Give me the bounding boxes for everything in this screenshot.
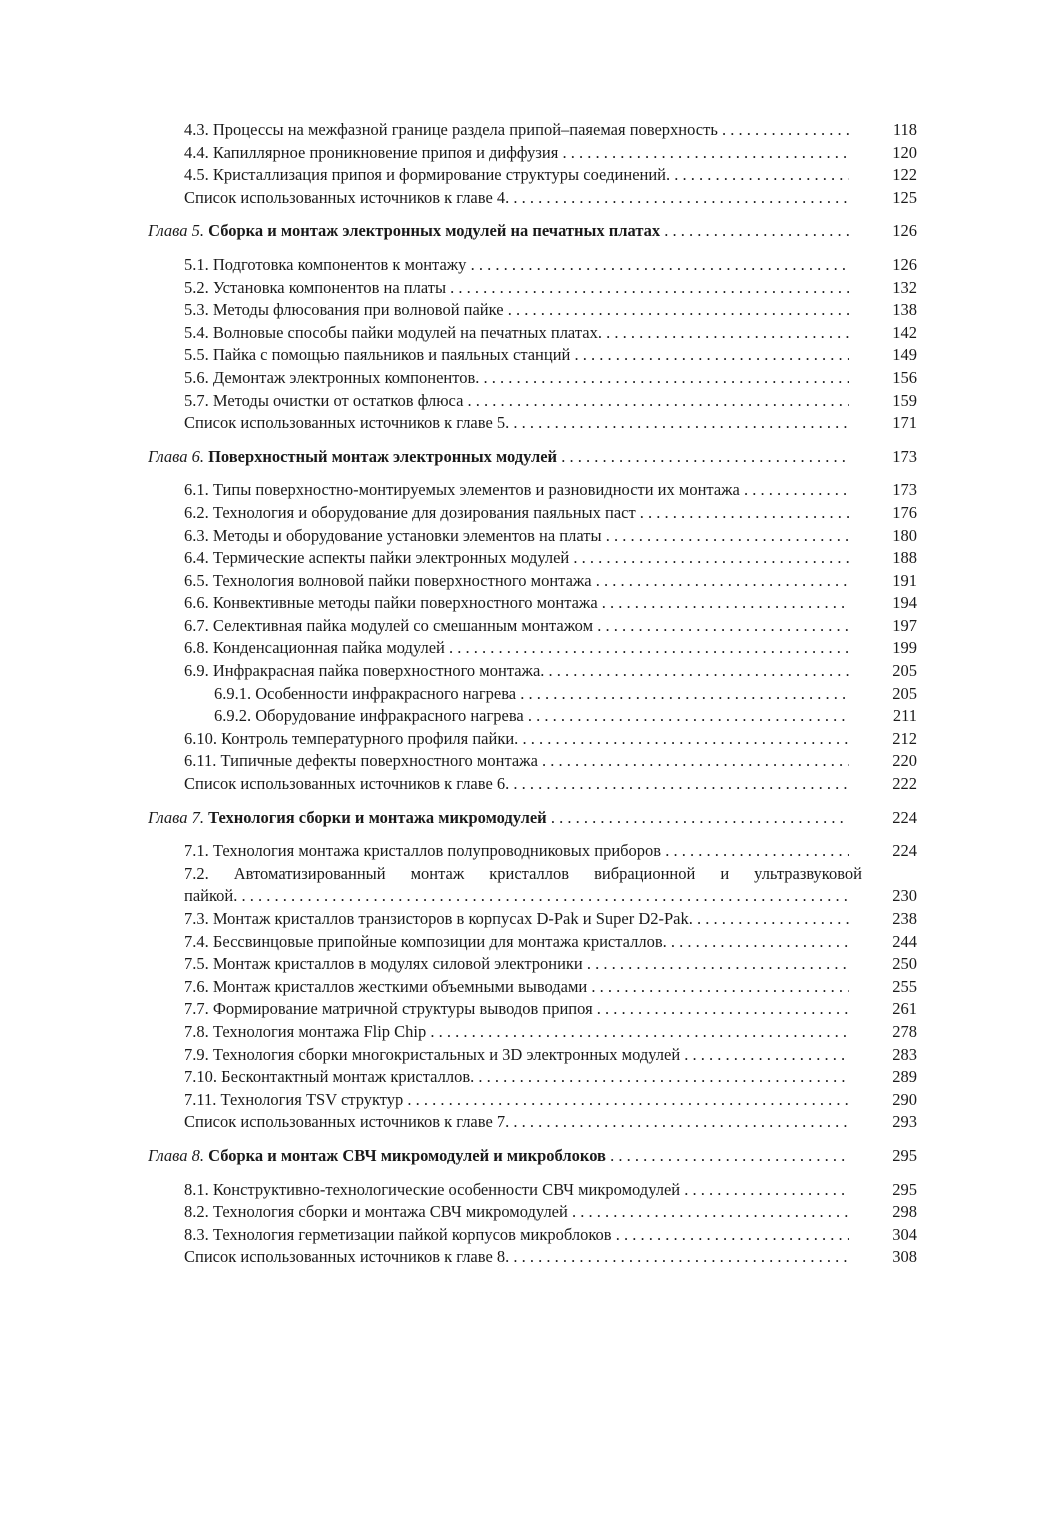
- page-number: 224: [892, 841, 917, 861]
- page-number: 238: [892, 909, 917, 928]
- toc-entry-label: Список использованных источников к главе 5. . . .: [184, 412, 849, 435]
- page-number: 308: [892, 1247, 917, 1267]
- toc-entry-label: пайкой. . . .: [184, 885, 849, 908]
- chapter-heading: [0, 220, 1058, 243]
- toc-entry-label: 6.3. Методы и оборудование установки элементов на платы . . .: [184, 525, 849, 548]
- page-number: 171: [892, 413, 917, 433]
- toc-entry: [0, 254, 1058, 277]
- toc-entry: [0, 615, 1058, 638]
- toc-entry-label: 8.2. Технология сборки и монтажа СВЧ микромодулей . . .: [184, 1201, 849, 1224]
- toc-entry-label: Список использованных источников к главе 6. . . .: [184, 773, 849, 796]
- page-number: 293: [892, 1112, 917, 1132]
- page-number: 295: [892, 1179, 917, 1199]
- toc-entry-label: 7.9. Технология сборки многокристальных и 3D электронных модулей . . .: [184, 1044, 849, 1067]
- toc-entry: [0, 637, 1058, 660]
- page-number: 176: [892, 502, 917, 522]
- page-number: 173: [892, 446, 917, 466]
- toc-entry: [0, 953, 1058, 976]
- page-number: 222: [892, 774, 917, 794]
- toc-entry: [0, 1089, 1058, 1112]
- toc-entry: [0, 142, 1058, 165]
- toc-entry-label: 5.7. Методы очистки от остатков флюса . . .: [184, 390, 849, 413]
- page-number: 289: [892, 1067, 917, 1087]
- toc-entry: [0, 998, 1058, 1021]
- toc-entry-label: 6.11. Типичные дефекты поверхностного монтажа . . .: [184, 750, 849, 773]
- toc-entry: [0, 976, 1058, 999]
- toc-entry-label: 6.8. Конденсационная пайка модулей . . .: [184, 637, 849, 660]
- page-number: 230: [892, 886, 917, 906]
- chapter-prefix: Глава 8.: [148, 1145, 204, 1165]
- toc-group: [0, 1179, 1058, 1269]
- toc-entry-label: Список использованных источников к главе 4. . . .: [184, 187, 849, 210]
- page-number: 283: [892, 1044, 917, 1064]
- toc-entry-line1: [0, 863, 1058, 886]
- toc-entry-label: 6.1. Типы поверхностно-монтируемых элементов и разновидности их монтажа . . .: [184, 479, 849, 502]
- chapter-title: Технология сборки и монтажа микромодулей: [208, 807, 547, 827]
- toc-group: [0, 119, 1058, 209]
- toc-entry: [0, 570, 1058, 593]
- page-number: 159: [892, 390, 917, 410]
- page-number: 250: [892, 954, 917, 974]
- page-number: 122: [892, 165, 917, 185]
- page-number: 180: [892, 525, 917, 545]
- page-number: 304: [892, 1224, 917, 1244]
- toc-entry-label: 4.3. Процессы на межфазной границе раздела припой–паяемая поверхность . . .: [184, 119, 849, 142]
- toc-entry-label: 8.3. Технология герметизации пайкой корпусов микроблоков . . .: [184, 1224, 849, 1247]
- page-number: 199: [892, 638, 917, 658]
- toc-entry-label: 5.2. Установка компонентов на платы . . .: [184, 277, 849, 300]
- page-number: 142: [892, 322, 917, 342]
- toc-entry-label: 6.9.1. Особенности инфракрасного нагрева . . .: [214, 683, 849, 706]
- page-number: 205: [892, 661, 917, 681]
- chapter-title: Сборка и монтаж СВЧ микромодулей и микроблоков: [208, 1145, 606, 1165]
- toc-entry: [0, 1246, 1058, 1269]
- page-number: 255: [892, 976, 917, 996]
- toc-entry-label: 7.10. Бесконтактный монтаж кристаллов. . . .: [184, 1066, 849, 1089]
- toc-entry-label: 4.4. Капиллярное проникновение припоя и диффузия . . .: [184, 142, 849, 165]
- toc-entry-label: 7.5. Монтаж кристаллов в модулях силовой электроники . . .: [184, 953, 849, 976]
- toc-entry: [0, 908, 1058, 931]
- page-number: 126: [892, 254, 917, 274]
- page-number: 224: [892, 807, 917, 827]
- toc-subgroup: [0, 683, 1058, 728]
- toc-entry: [0, 683, 1058, 706]
- toc-entry: [0, 187, 1058, 210]
- page-number: 220: [892, 751, 917, 771]
- page-number: 125: [892, 187, 917, 207]
- toc-entry: [0, 547, 1058, 570]
- toc-entry-label: 6.9. Инфракрасная пайка поверхностного монтажа. . . .: [184, 660, 849, 683]
- page-number: 298: [892, 1202, 917, 1222]
- toc-entry: [0, 931, 1058, 954]
- toc-entry-label: 6.7. Селективная пайка модулей со смешанным монтажом . . .: [184, 615, 849, 638]
- chapter-prefix: Глава 5.: [148, 221, 204, 241]
- toc-entry: [0, 119, 1058, 142]
- toc-entry-label: 5.5. Пайка с помощью паяльников и паяльных станций . . .: [184, 344, 849, 367]
- chapter-heading: [0, 807, 1058, 830]
- toc-entry: [0, 1044, 1058, 1067]
- toc-entry-label: 6.6. Конвективные методы пайки поверхностного монтажа . . .: [184, 592, 849, 615]
- page-number: 261: [892, 999, 917, 1019]
- chapter-heading: [0, 1145, 1058, 1168]
- page-number: 149: [892, 345, 917, 365]
- toc-entry-label: 7.8. Технология монтажа Flip Chip . . .: [184, 1021, 849, 1044]
- toc-entry: [0, 840, 1058, 863]
- toc-entry-label: 6.2. Технология и оборудование для дозирования паяльных паст . . .: [184, 502, 849, 525]
- page-number: 212: [892, 728, 917, 748]
- toc-entry: [0, 367, 1058, 390]
- page-number: 126: [892, 221, 917, 241]
- toc-entry: [0, 773, 1058, 796]
- page-number: 295: [892, 1145, 917, 1165]
- toc-entry: [0, 479, 1058, 502]
- toc-entry: [0, 412, 1058, 435]
- toc-entry-label: 6.9.2. Оборудование инфракрасного нагрева . . .: [214, 705, 849, 728]
- toc-entry-label: 5.6. Демонтаж электронных компонентов. . . .: [184, 367, 849, 390]
- toc-entry: [0, 1224, 1058, 1247]
- toc-entry-label: 6.5. Технология волновой пайки поверхностного монтажа . . .: [184, 570, 849, 593]
- toc-entry: [0, 1179, 1058, 1202]
- page-number: 205: [892, 683, 917, 703]
- toc-entry: [0, 728, 1058, 751]
- toc-group: [0, 728, 1058, 796]
- toc-group: [0, 840, 1058, 863]
- toc-entry: [0, 164, 1058, 187]
- toc-entry-label: 7.2. Автоматизированный монтаж кристаллов вибрационной и ультразвуковой: [184, 863, 862, 883]
- toc-entry-label: 8.1. Конструктивно-технологические особенности СВЧ микромодулей . . .: [184, 1179, 849, 1202]
- chapter-prefix: Глава 7.: [148, 807, 204, 827]
- toc-entry-label: 7.1. Технология монтажа кристаллов полупроводниковых приборов . . .: [184, 840, 849, 863]
- toc-entry: [0, 1066, 1058, 1089]
- chapter-heading: [0, 446, 1058, 469]
- toc-entry: [0, 502, 1058, 525]
- toc-entry-label: 7.4. Бессвинцовые припойные композиции для монтажа кристаллов. . . .: [184, 931, 849, 954]
- toc-entry-label: 7.6. Монтаж кристаллов жесткими объемными выводами . . .: [184, 976, 849, 999]
- toc-entry-label: 5.3. Методы флюсования при волновой пайке . . .: [184, 299, 849, 322]
- toc-entry: [0, 299, 1058, 322]
- toc-entry: [0, 750, 1058, 773]
- toc-group: [0, 908, 1058, 1134]
- page-number: 132: [892, 277, 917, 297]
- chapter-prefix: Глава 6.: [148, 446, 204, 466]
- toc-entry: [0, 885, 1058, 908]
- page-number: 290: [892, 1089, 917, 1109]
- toc-entry-label: 7.3. Монтаж кристаллов транзисторов в корпусах D-Pak и Super D2-Pak. . . .: [184, 908, 849, 931]
- toc-entry-label: Список использованных источников к главе 8. . . .: [184, 1246, 849, 1269]
- toc-group: [0, 254, 1058, 435]
- toc-entry: [0, 390, 1058, 413]
- page-number: 197: [892, 615, 917, 635]
- toc-entry: [0, 277, 1058, 300]
- toc-entry: [0, 1021, 1058, 1044]
- page-number: 191: [892, 570, 917, 590]
- table-of-contents: [0, 119, 1058, 1269]
- page-number: 138: [892, 300, 917, 320]
- toc-entry: [0, 525, 1058, 548]
- toc-entry-label: 5.4. Волновые способы пайки модулей на печатных платах. . . .: [184, 322, 849, 345]
- toc-entry: [0, 592, 1058, 615]
- page-number: 120: [892, 142, 917, 162]
- page-number: 188: [892, 548, 917, 568]
- toc-entry: [0, 660, 1058, 683]
- chapter-title: Поверхностный монтаж электронных модулей: [208, 446, 558, 466]
- toc-entry-label: 6.4. Термические аспекты пайки электронных модулей . . .: [184, 547, 849, 570]
- toc-entry-label: Список использованных источников к главе 7. . . .: [184, 1111, 849, 1134]
- page-number: 156: [892, 367, 917, 387]
- chapter-title: Сборка и монтаж электронных модулей на печатных платах: [208, 221, 661, 241]
- page-number: 278: [892, 1021, 917, 1041]
- toc-entry: [0, 322, 1058, 345]
- toc-entry-label: 6.10. Контроль температурного профиля пайки. . . .: [184, 728, 849, 751]
- page-number: 194: [892, 593, 917, 613]
- toc-entry-label: 4.5. Кристаллизация припоя и формирование структуры соединений. . . .: [184, 164, 849, 187]
- toc-entry-label: 7.11. Технология TSV структур . . .: [184, 1089, 849, 1112]
- page-number: 173: [892, 480, 917, 500]
- toc-entry-label: 7.7. Формирование матричной структуры выводов припоя . . .: [184, 998, 849, 1021]
- toc-entry: [0, 344, 1058, 367]
- page-number: 118: [892, 120, 917, 139]
- toc-entry: [0, 1111, 1058, 1134]
- toc-entry: [0, 1201, 1058, 1224]
- page-number: 211: [892, 706, 917, 726]
- toc-group: [0, 479, 1058, 682]
- page-number: 244: [892, 931, 917, 951]
- toc-entry-label: 5.1. Подготовка компонентов к монтажу . . .: [184, 254, 849, 277]
- toc-entry: [0, 705, 1058, 728]
